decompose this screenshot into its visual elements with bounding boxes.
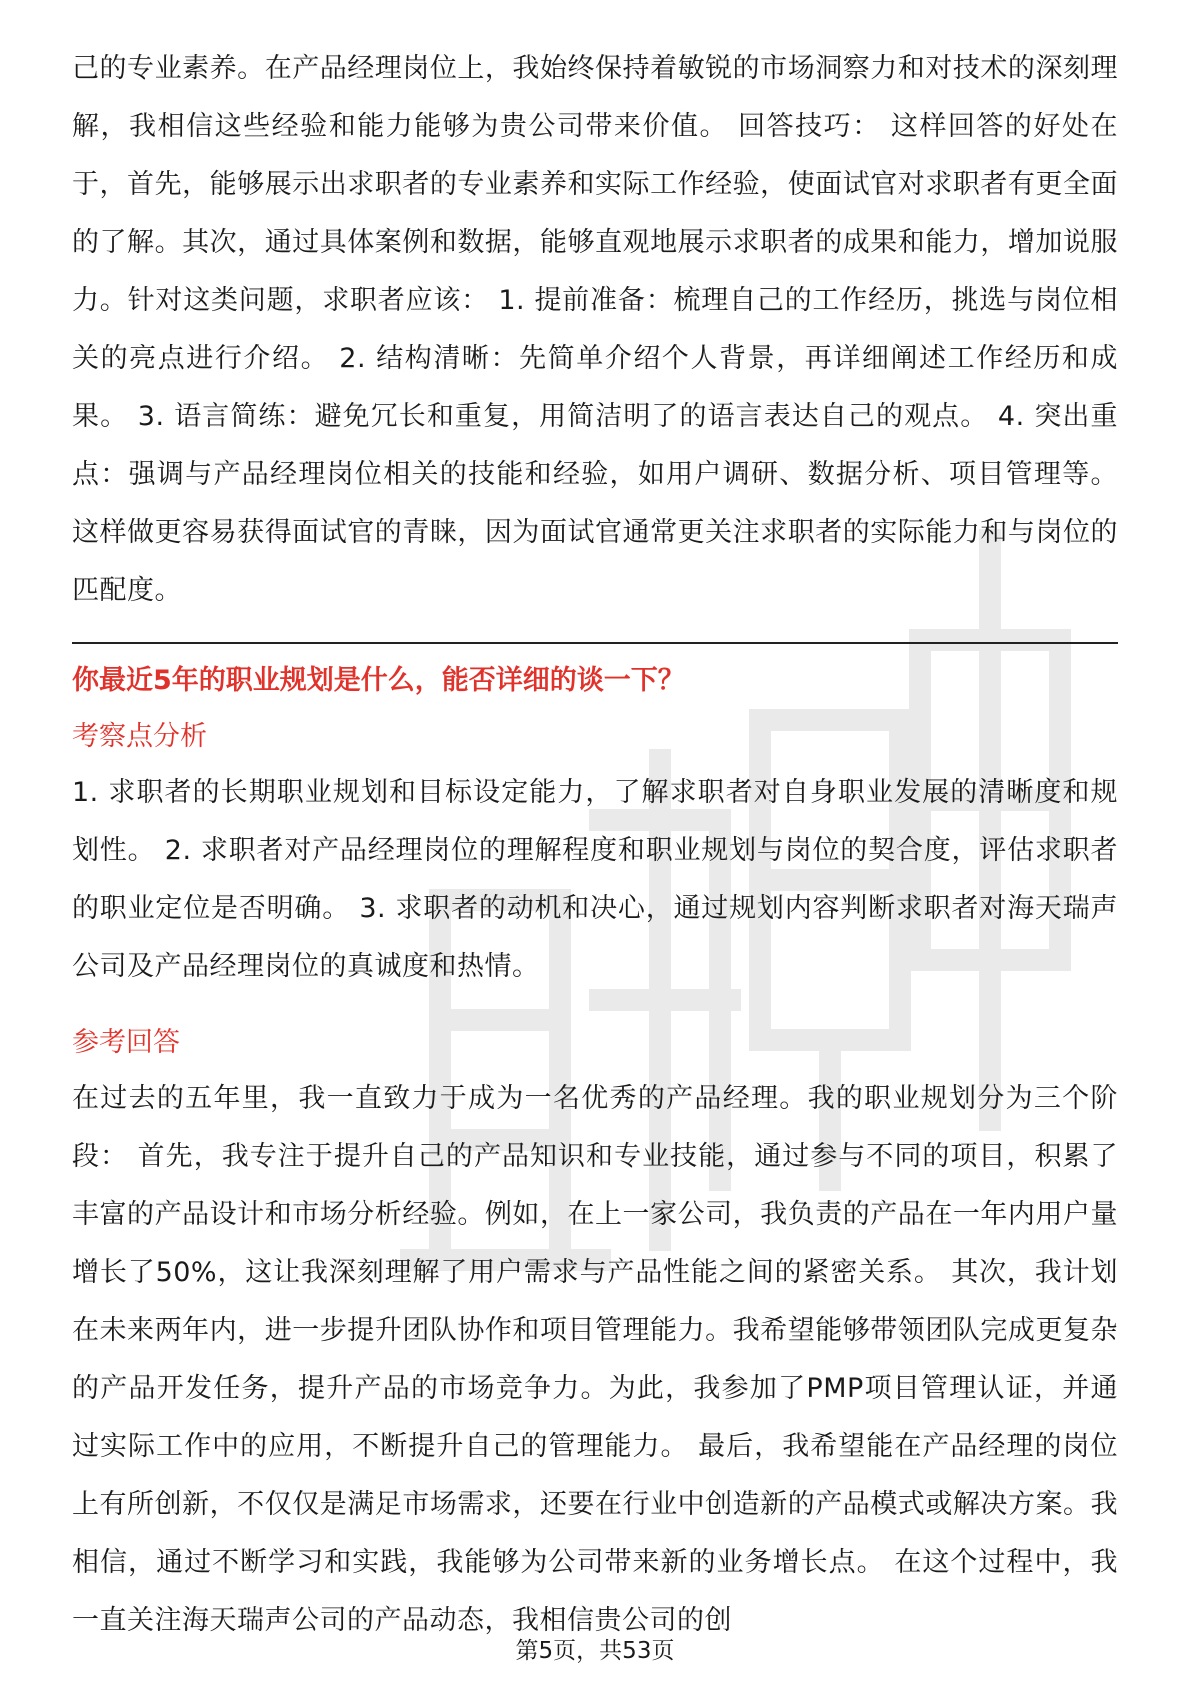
analysis-body: 1. 求职者的长期职业规划和目标设定能力，了解求职者对自身职业发展的清晰度和规划性。 2. 求职者对产品经理岗位的理解程度和职业规划与岗位的契合度，评估求职者的职业定位是否明确。 3. 求职者的动机和决心，通过规划内容判断求职者对海天瑞声公司及产品经理岗位的真诚度和热情。 (72, 777, 1118, 982)
section-divider (72, 642, 1118, 644)
intro-paragraph: 己的专业素养。在产品经理岗位上，我始终保持着敏锐的市场洞察力和对技术的深刻理解，我相信这些经验和能力能够为贵公司带来价值。 回答技巧： 这样回答的好处在于，首先，能够展示出求职者的专业素养和实际工作经验，使面试官对求职者有更全面的了解。其次，通过具体案例和数据，能够直观地展示求职者的成果和能力，增加说服力。针对这类问题，求职者应该： 1. 提前准备：梳理自己的工作经历，挑选与岗位相关的亮点进行介绍。 2. 结构清晰：先简单介绍个人背景，再详细阐述工作经历和成果。 3. 语言简练：避免冗长和重复，用简洁明了的语言表达自己的观点。 4. 突出重点：强调与产品经理岗位相关的技能和经验，如用户调研、数据分析、项目管理等。 这样做更容易获得面试官的青睐，因为面试官通常更关注求职者的实际能力和与岗位的匹配度。 (72, 53, 1118, 606)
question-heading: 你最近5年的职业规划是什么，能否详细的谈一下？ (72, 665, 685, 696)
page-number-footer: 第5页，共53页 (515, 1638, 675, 1664)
analysis-title: 考察点分析 (72, 721, 207, 752)
document-page (72, 40, 1118, 1650)
reference-answer-body: 在过去的五年里，我一直致力于成为一名优秀的产品经理。我的职业规划分为三个阶段： 首先，我专注于提升自己的产品知识和专业技能，通过参与不同的项目，积累了丰富的产品设计和市场分析经验。例如，在上一家公司，我负责的产品在一年内用户量增长了50%，这让我深刻理解了用户需求与产品性能之间的紧密关系。 其次，我计划在未来两年内，进一步提升团队协作和项目管理能力。我希望能够带领团队完成更复杂的产品开发任务，提升产品的市场竞争力。为此，我参加了PMP项目管理认证，并通过实际工作中的应用，不断提升自己的管理能力。 最后，我希望能在产品经理的岗位上有所创新，不仅仅是满足市场需求，还要在行业中创造新的产品模式或解决方案。我相信，通过不断学习和实践，我能够为公司带来新的业务增长点。 在这个过程中，我一直关注海天瑞声公司的产品动态，我相信贵公司的创 (72, 1083, 1118, 1636)
reference-answer-title: 参考回答 (72, 1027, 180, 1058)
